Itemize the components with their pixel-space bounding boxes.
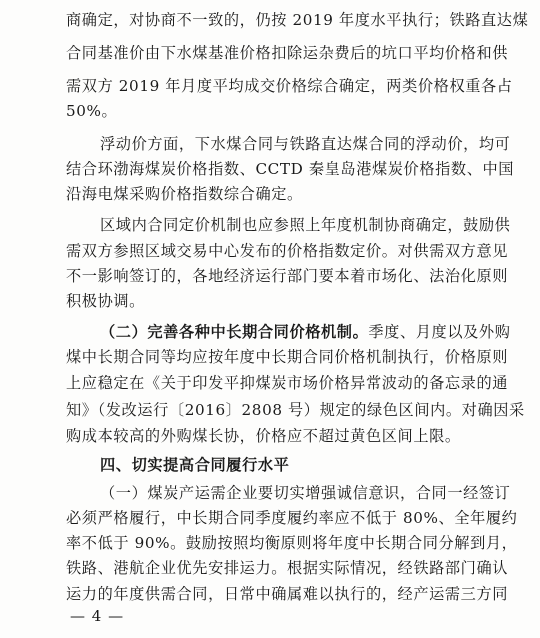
paragraph-line: （一）煤炭产运需企业要切实增强诚信意识，合同一经签订: [100, 484, 511, 502]
paragraph-line: 率不低于 90%。鼓励按照均衡原则将年度中长期合同分解到月，: [66, 534, 518, 552]
paragraph-line: 必须严格履行，中长期合同季度履约率应不低于 80%、全年履约: [66, 509, 518, 527]
paragraph-line: 50%。: [66, 102, 118, 120]
paragraph-line: 积极协调。: [66, 292, 145, 310]
paragraph-line: 需双方 2019 年月度平均成交价格综合确定，两类价格权重各占: [66, 77, 513, 95]
paragraph-line: 沿海电煤采购价格指数综合确定。: [66, 185, 303, 203]
paragraph-line: 运力的年度供需合同，日常中确属难以执行的，经产运需三方同: [66, 585, 509, 603]
paragraph-line: 浮动价方面，下水煤合同与铁路直达煤合同的浮动价，均可: [100, 135, 511, 153]
section-subheading: （二）完善各种中长期合同价格机制。: [100, 323, 369, 341]
paragraph-line: 需双方参照区域交易中心发布的价格指数定价。对供需双方意见: [66, 242, 509, 260]
paragraph-line: 不一影响签订的，各地经济运行部门要本着市场化、法治化原则: [66, 267, 509, 285]
paragraph-line: 结合环渤海煤炭价格指数、CCTD 秦皇岛港煤炭价格指数、中国: [66, 160, 515, 178]
paragraph-line: 区域内合同定价机制也应参照上年度机制协商确定，鼓励供: [100, 216, 511, 234]
paragraph-line: 铁路、港航企业优先安排运力。根据实际情况，经铁路部门确认: [66, 559, 509, 577]
paragraph-line: 上应稳定在《关于印发平抑煤炭市场价格异常波动的备忘录的通: [66, 374, 509, 392]
paragraph-line: 购成本较高的外购煤长协，价格应不超过黄色区间上限。: [66, 427, 461, 445]
paragraph-line: 商确定，对协商不一致的，仍按 2019 年度水平执行；铁路直达煤: [66, 11, 529, 29]
paragraph-text: 季度、月度以及外购: [368, 323, 511, 341]
paragraph-line: 煤中长期合同等均应按年度中长期合同价格机制执行，价格原则: [66, 348, 509, 366]
section-heading: 四、切实提高合同履行水平: [100, 456, 290, 474]
page-number: — 4 —: [70, 607, 125, 625]
paragraph-line: 合同基准价由下水煤基准价格扣除运杂费后的坑口平均价格和供: [66, 44, 509, 62]
paragraph-line: 知》（发改运行〔2016〕2808 号）规定的绿色区间内。对确因采: [66, 401, 525, 419]
paragraph-line: [100, 322, 511, 342]
